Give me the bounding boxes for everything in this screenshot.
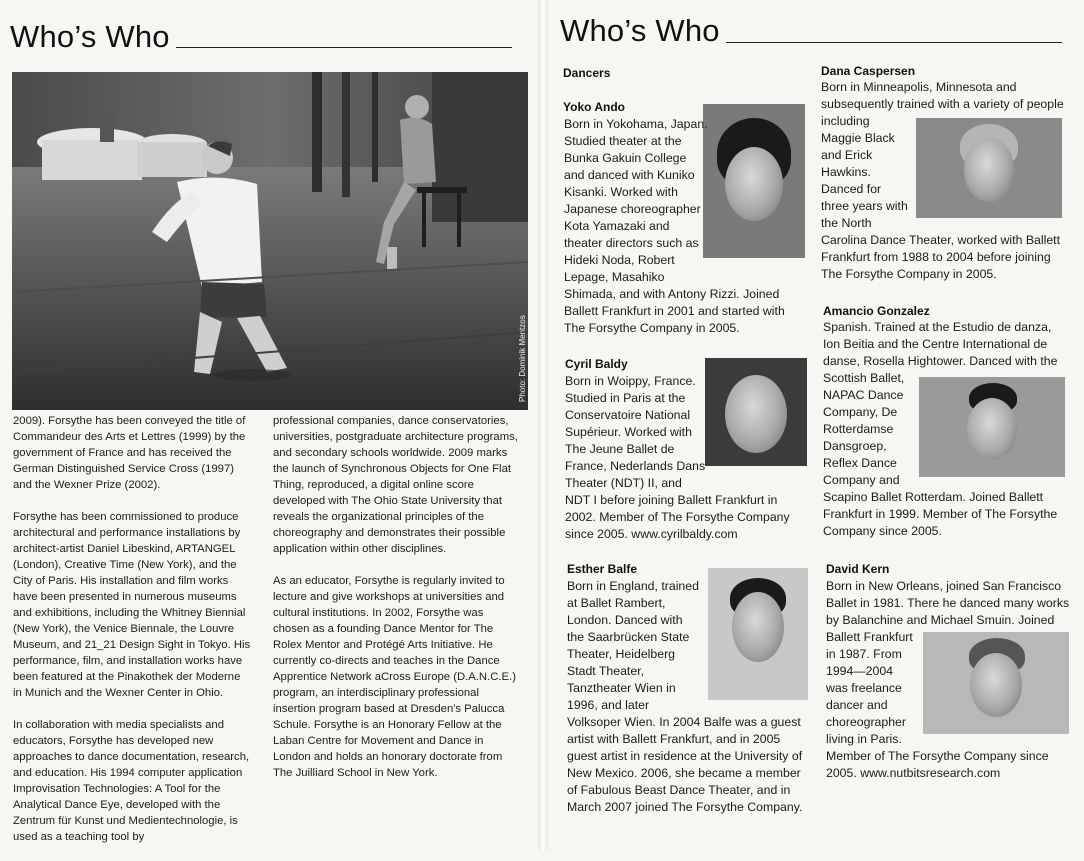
dancer-bio — [826, 578, 1070, 782]
dancer-bio — [565, 373, 807, 543]
title-rule-left — [176, 47, 512, 48]
page-title-right: Who’s Who — [560, 13, 720, 48]
dancer-bio-text: Born in Yokohama, Japan. Studied theater at the Bunka Gakuin College and danced with Kuniko Kisanki. Worked with Japanese choreographer Kota Yamazaki and theater directors such as Hideki Noda, Robert Lepage, Masahiko Shimada, and with Antony Rizzi. Joined Ballett Frankfurt in 2001 and started with The Forsythe Company in 2005. — [564, 117, 785, 335]
dancer-bio — [821, 79, 1071, 283]
dancer-bio-text: Born in New Orleans, joined San Francisco Ballet in 1981. There he danced many works by Balanchine and Michael Smuin. Joined Ballett Frankfurt in 1987. From 1994—2004 was freelance dancer and choreographer living in Paris. Member of The Forsythe Company since 2005. www.nutbitsresearch.com — [826, 579, 1070, 780]
title-rule-right — [726, 42, 1062, 43]
photo-credit: Photo: Dominik Mentzos — [518, 315, 527, 402]
dancer-name: Yoko Ando — [563, 100, 625, 114]
paragraph: In collaboration with media specialists and educators, Forsythe has developed new approaches to dance documentation, research, and education. His 1994 computer application Improvisation Technologies: A Tool for the Analytical Dance Eye, developed with the Zentrum für Kunst und Medientechnologie, is used as a teaching tool by — [13, 719, 250, 843]
paragraph: professional companies, dance conservatories, universities, postgraduate architecture programs, and secondary schools worldwide. 2009 marks the launch of Synchronous Objects for One Flat Thing, reproduced, a digital online score developed with The Ohio State University that reveals the organizational principles of the choreography and demonstrates their possible application within other disciplines. — [273, 415, 518, 555]
dancer-bio — [823, 319, 1069, 540]
dancer-name: Esther Balfe — [567, 562, 638, 576]
dancer-name: David Kern — [826, 562, 890, 576]
paragraph: Forsythe has been commissioned to produce architectural and performance installations by architect-artist Daniel Libeskind, ARTANGEL (London), Creative Time (New York), and the City of Paris. His installation and film works have been presented in numerous museums and exhibitions, including the Whitney Biennial (New York), the Venice Biennale, the Louvre Museum, and 21_21 Design Sight in Tokyo. His performance, film, and installation works have been featured at the Pinakothek der Moderne in Munich and the Wexner Center in Ohio. — [13, 511, 251, 699]
dancer-bio-text: Born in Woippy, France. Studied in Paris at the Conservatoire National Supérieur. Worked with The Jeune Ballet de France, Nederlands Dans Theater (NDT) II, and NDT I before joining Ballett Frankfurt in 2002. Member of The Forsythe Company since 2005. www.cyrilbaldy.com — [565, 374, 790, 541]
dancer-name: Amancio Gonzalez — [823, 304, 930, 318]
right-page — [548, 0, 1084, 850]
dancer-bio — [564, 116, 805, 337]
performance-photo — [12, 72, 528, 410]
dancer-bio-text: Born in England, trained at Ballet Rambert, London. Danced with the Saarbrücken State Theater, Heidelberg Stadt Theater, Tanztheater Wien in 1996, and later Volksoper Wien. In 2004 Balfe was a guest artist with Ballett Frankfurt, and in 2005 guest artist in residence at the University of New Mexico. 2006, she became a member of Fabulous Beast Dance Theater, and in March 2007 joined The Forsythe Company. — [567, 579, 803, 814]
performance-photo-image — [12, 72, 528, 410]
left-page — [0, 0, 536, 850]
section-heading-dancers: Dancers — [563, 66, 611, 80]
left-column-2 — [273, 413, 519, 797]
dancer-bio — [567, 578, 809, 816]
page-gutter — [538, 0, 548, 850]
page-title-left: Who’s Who — [10, 19, 170, 54]
paragraph: 2009). Forsythe has been conveyed the title of Commandeur des Arts et Lettres (1999) by the government of France and has received the German Distinguished Service Cross (1997) and the Wexner Prize (2002). — [13, 415, 246, 491]
dancer-name: Cyril Baldy — [565, 357, 628, 371]
dancer-name: Dana Caspersen — [821, 64, 916, 78]
dancer-bio-text: Born in Minneapolis, Minnesota and subsequently trained with a variety of people including Maggie Black and Erick Hawkins. Danced for three years with the North Carolina Dance Theater, worked with Ballett Frankfurt from 1988 to 2004 before joining The Forsythe Company in 2005. — [821, 80, 1064, 281]
left-column-1 — [13, 413, 251, 861]
dancer-bio-text: Spanish. Trained at the Estudio de danza, Ion Beitia and the Centre International de danse, Rosella Hightower. Danced with the Scottish Ballet, NAPAC Dance Company, De Rotterdamse Dansgroep, Reflex Dance Company and Scapino Ballet Rotterdam. Joined Ballett Frankfurt in 1999. Member of The Forsythe Company since 2005. — [823, 320, 1058, 538]
paragraph: As an educator, Forsythe is regularly invited to lecture and give workshops at universities and cultural institutions. In 2002, Forsythe was chosen as a founding Dance Mentor for The Rolex Mentor and Protégé Arts Initiative. He currently co-directs and teaches in the Dance Apprentice Network aCross Europe (D.A.N.C.E.) program, an interdisciplinary professional insertion program based at Dresden's Palucca Schule. Forsythe is an Honorary Fellow at the Laban Centre for Movement and Dance in London and holds an honorary doctorate from The Juilliard School in New York. — [273, 575, 516, 779]
